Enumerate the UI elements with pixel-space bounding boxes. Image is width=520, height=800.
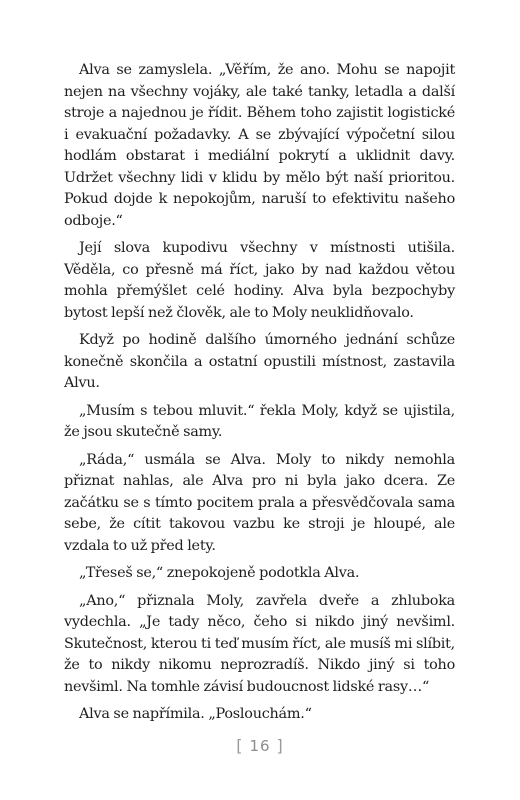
page-number <box>0 736 520 755</box>
paragraph-4: „Musím s tebou mluvit.“ řekla Moly, když se ujistila, že jsou skutečně samy. <box>64 402 455 440</box>
bracket-right-glyph: ] <box>276 736 284 755</box>
paragraph-6: „Třeseš se,“ znepokojeně podotkla Alva. <box>79 565 360 581</box>
paragraph-8: Alva se napřímila. „Poslouchám.“ <box>79 706 312 722</box>
paragraph-7: „Ano,“ přiznala Moly, zavřela dveře a zhluboka vydechla. „Je tady něco, čeho si nikdo jiný nevšiml. Skutečnost, kterou ti teď musím říct, ale musíš mi slíbit, že to nikdy nikomu neprozradíš. Nikdo jiný si toho nevšiml. Na tomhle závisí budoucnost lidské rasy…“ <box>64 592 455 695</box>
page-number-value: 16 <box>249 737 271 755</box>
book-page <box>64 60 455 732</box>
paragraph-1: Alva se zamyslela. „Věřím, že ano. Mohu se napojit nejen na všechny vojáky, ale také tanky, letadla a další stroje a najednou je řídit. Během toho zajistit logistické i evakuační požadavky. A se zbývající výpočetní silou hodlám obstarat i mediální pokrytí a uklidnit davy. Udržet všechny lidi v klidu by mělo být naší prioritou. Pokud dojde k nepokojům, naruší to efektivitu našeho odboje.“ <box>64 62 455 229</box>
bracket-left-glyph: [ <box>236 736 244 755</box>
paragraph-2: Její slova kupodivu všechny v místnosti utišila. Věděla, co přesně má říct, jako by nad každou větou mohla přemýšlet celé hodiny. Alva byla bezpochyby bytost lepší než člověk, ale to Moly neuklidňovalo. <box>64 240 455 321</box>
paragraph-5: „Ráda,“ usmála se Alva. Moly to nikdy nemohla přiznat nahlas, ale Alva pro ni byla jako dcera. Ze začátku se s tímto pocitem prala a přesvědčovala sama sebe, že cítit takovou vazbu ke stroji je hloupé, ale vzdala to už před lety. <box>64 451 455 554</box>
paragraph-3: Když po hodině dalšího úmorného jednání schůze konečně skončila a ostatní opustili místnost, zastavila Alvu. <box>64 332 455 391</box>
